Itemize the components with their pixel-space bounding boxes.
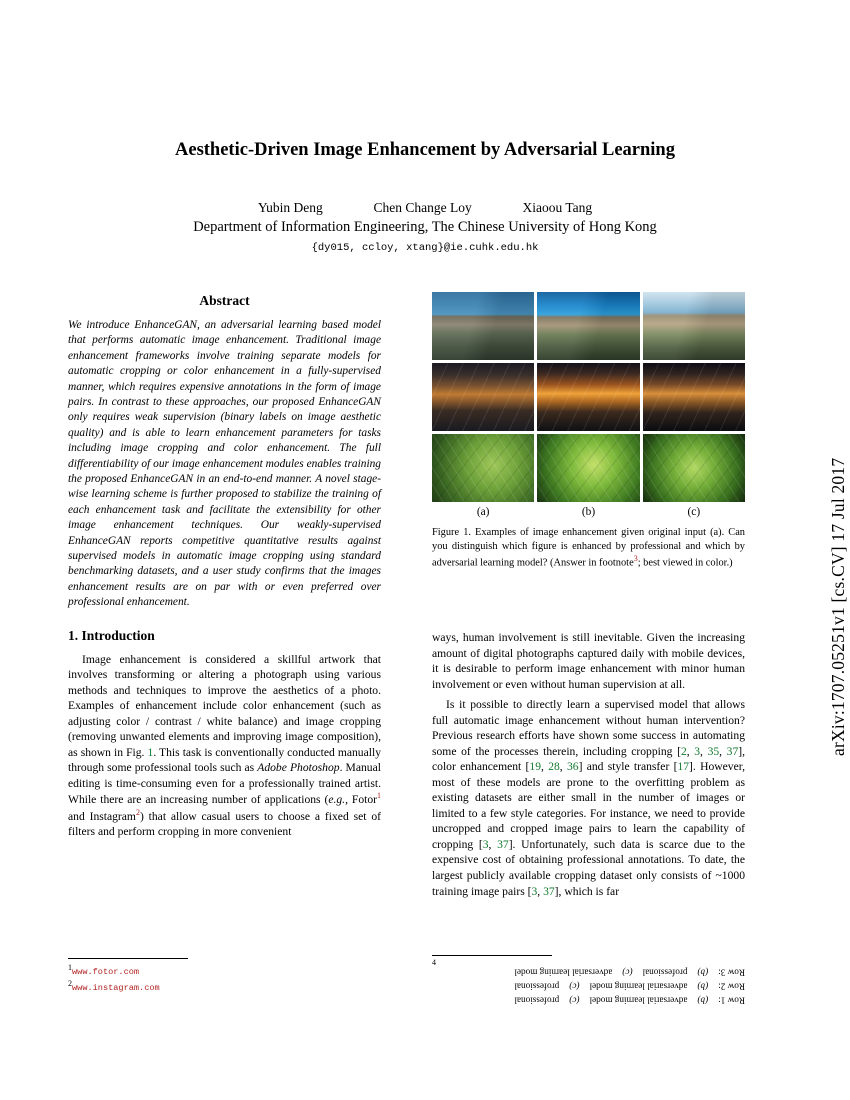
arxiv-stamp [806,186,848,766]
citation-pair2-2[interactable]: 37 [543,884,555,898]
answer-row-label: Row 2: [718,981,745,992]
citation-color-1[interactable]: 19 [529,760,541,774]
citation-crop-2[interactable]: 3 [694,744,701,758]
answer-row-c-label: (c) [569,981,580,992]
citation-pair-1[interactable]: 3 [482,837,489,851]
footnote-divider [68,958,188,959]
answer-row-b-label: (b) [697,967,709,978]
image-texture-overlay [432,292,534,360]
answer-row-b-label: (b) [697,995,709,1006]
intro-paragraph-1 [68,652,381,840]
footnote-item-1 [68,962,381,978]
footnote-list [68,962,381,995]
figure-caption-part-b: ; best viewed in color.) [637,557,733,569]
footnote-link-fotor[interactable]: www.fotor.com [72,967,140,977]
email-domain: }@ie.cuhk.edu.hk [437,242,539,254]
citation-crop-4[interactable]: 37 [726,744,739,758]
figure-image-sunset-variant-c [643,363,745,431]
answer-row-b-text: professional [642,967,688,978]
answer-footnote-marker: 4 [432,958,436,967]
right-p2-part-a: Is it possible to directly learn a supervised model that allows full automatic image enhancement without human intervention? Previous research efforts have shown some success in automating some of the processes therein, including cropping [ [432,698,745,758]
author-emails [70,241,780,254]
right-p2-part-f: ], which is far [554,884,620,898]
intro-p1-italic-photoshop: Adobe Photoshop [257,761,340,775]
answer-row-c-label: (c) [622,967,633,978]
left-column [68,292,381,840]
right-p2-part-e: ]. Unfortunately, such data is scarce due to the expensive cost of obtaining professional annotations. To date, the largest publicly available cropping dataset only consists of ~1000 training image pairs [ [432,837,745,898]
answer-row-c-label: (c) [569,995,580,1006]
figure-image-sunset-variant-b [537,363,639,431]
image-texture-overlay [537,363,639,431]
citation-pair-2[interactable]: 37 [497,837,509,851]
image-texture-overlay [432,363,534,431]
footnote-ref-3[interactable]: 3 [633,553,638,563]
figure-image-seaside-variant-c [643,292,745,360]
figure-caption [432,526,745,570]
figure-sublabel-a: (a) [476,506,490,518]
author-list [70,200,780,216]
citation-crop-3[interactable]: 35 [707,744,720,758]
footnote-marker-2: 2 [68,979,72,989]
email-open-brace: { [311,242,318,254]
intro-p1-part-b: . This task is conventionally conducted manually through some professional tools such as [68,745,381,775]
footnote-marker-1: 1 [68,963,72,972]
image-texture-overlay [432,434,534,502]
figure-image-grid [432,292,745,502]
citation-color-3[interactable]: 36 [566,760,579,774]
image-texture-overlay [643,292,745,360]
right-p2-part-c: ] and style transfer [ [578,760,678,774]
citation-crop-1[interactable]: 2 [680,744,687,758]
affiliation: Department of Information Engineering, The Chinese University of Hong Kong [193,219,657,235]
intro-p1-italic-eg: e.g. [328,793,346,807]
answer-row-c-text: adversarial learning model [514,967,613,978]
answer-footnote-block [432,965,745,1006]
citation-color-2[interactable]: 28 [548,760,560,774]
image-texture-overlay [537,434,639,502]
footnote-link-instagram[interactable]: www.instagram.com [72,983,160,994]
citation-style-1[interactable]: 17 [677,760,690,774]
figure-image-leaves-variant-c [643,434,745,502]
right-column [432,630,745,899]
right-p2-part-b: ], color enhancement [ [432,744,746,774]
answer-row [432,979,745,993]
answer-row-b-label: (b) [697,981,709,992]
figure-1 [432,292,745,570]
intro-p1-part-c: . Manual editing is time-consuming even for a professionally trained artist. While there are an increasing number of applications ( [68,761,381,807]
figure-image-seaside-variant-b [537,292,639,360]
figure-image-seaside-original [432,292,534,360]
figure-image-leaves-original [432,434,534,502]
figure-caption-part-a: Figure 1. Examples of image enhancement given original input (a). Can you distinguish which figure is enhanced by professional and which by adversarial learning model? (Answer in footnote [432,527,745,569]
answer-footnote-divider [432,955,552,956]
footnote-ref-2[interactable]: 2 [135,807,140,817]
answer-row [432,965,745,979]
right-paragraph-2: Is it possible to directly learn a supervised model that allows full automatic image enhancement without human intervention? Previous research efforts have shown some success in automating some of the processes therein, including cropping [2, 3, 35, 37], color enhancement [19, 28, 36] and style transfer [17]. However, most of these models are prone to the overfitting problem as existing datasets are either small in the number of images or limited to a few style categories. For instance, we need to provide uncropped and cropped image pairs to learn the capability of cropping [3, 37]. Unfortunately, such data is scarce due to the expensive cost of obtaining professional annotations. To date, the largest publicly available cropping dataset only consists of ~1000 training image pairs [3, 37], which is far [432,698,746,898]
image-texture-overlay [643,363,745,431]
page-title: Aesthetic-Driven Image Enhancement by Adversarial Learning [175,140,675,160]
footnote-item-2 [68,978,381,994]
right-paragraph-continued: ways, human involvement is still inevitable. Given the increasing amount of digital photographs captured daily with mobile devices, it is desirable to perform image enhancement with minor human involvement or even without human supervision at all. [432,631,745,691]
author-2: Chen Change Loy [373,200,472,215]
intro-p1-part-f: ) that allow casual users to choose a fixed set of filters and perform cropping in more convenient [68,809,381,839]
answer-row [432,993,745,1007]
answer-row-c-text: professional [514,995,560,1006]
answer-row-label: Row 3: [718,967,745,978]
figure-image-sunset-original [432,363,534,431]
abstract-heading: Abstract [199,293,250,308]
figure-sublabel-b: (b) [581,506,596,518]
abstract-text: We introduce EnhanceGAN, an adversarial learning based model that performs automatic image enhancement. Traditional image enhancement frameworks involve training separate models for automatic cropping or color enhancement in a fully-supervised manner, which requires expensive annotations in the form of image pairs. In contrast to these approaches, our proposed EnhanceGAN only requires weak supervision (binary labels on image aesthetic quality) and is able to learn enhancement parameters for tasks including image cropping and color enhancement. The full differentiability of our image enhancement modules enables training the proposed EnhanceGAN in an end-to-end manner. A novel stage-wise learning scheme is further proposed to stabilize the training of each enhancement task and facilitate the extensibility for other image enhancement techniques. Our weakly-supervised EnhanceGAN reports competitive quantitative results against supervised models in automatic image cropping using standard benchmarking datasets, and a user study confirms that the images enhancement results are on par with or even preferred over professional enhancement. [68,319,381,609]
email-ids: dy015, ccloy, xtang [317,242,438,254]
figure-reference[interactable]: 1 [147,745,154,759]
arxiv-stamp-text: arXiv:1707.05251v1 [cs.CV] 17 Jul 2017 [828,457,848,756]
figure-sublabels [432,506,745,518]
citation-pair2-1[interactable]: 3 [531,884,538,898]
image-texture-overlay [537,292,639,360]
intro-p1-part-e: and Instagram [68,809,136,823]
answer-row-b-text: adversarial learning model [589,981,688,992]
answer-row-c-text: professional [514,981,560,992]
intro-p1-part-d: , Fotor [345,793,377,807]
section-heading-introduction: 1. Introduction [68,627,155,643]
figure-image-leaves-variant-b [537,434,639,502]
intro-p1-part-a: Image enhancement is considered a skillful artwork that involves transforming or altering a photograph using various methods and techniques to improve the aesthetics of a photo. Examples of enhancement include color enhancement (such as adjusting color / contrast / white balance) and image cropping (removing unwanted elements and improving image composition), as shown in Fig. [68,652,381,759]
answer-row-b-text: adversarial learning model [589,995,688,1006]
footnote-ref-1[interactable]: 1 [377,791,381,801]
author-1: Yubin Deng [257,200,323,215]
right-p2-part-d: ]. However, most of these models are prone to the overfitting problem as existing datasets are either small in the number of images or limited to a few style categories. For instance, we need to provide uncropped and cropped image pairs to learn the capability of cropping [ [432,760,746,851]
author-3: Xiaoou Tang [522,200,593,215]
image-texture-overlay [643,434,745,502]
figure-sublabel-c: (c) [687,506,701,518]
answer-row-label: Row 1: [718,995,745,1006]
